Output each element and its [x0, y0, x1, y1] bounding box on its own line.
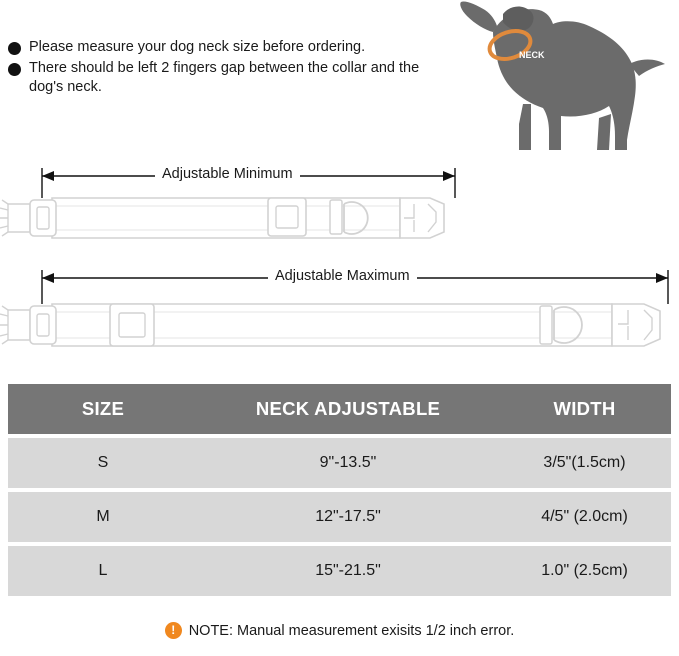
- cell-width: 1.0" (2.5cm): [498, 546, 671, 596]
- instructions-list: [8, 38, 438, 99]
- cell-neck: 9"-13.5": [198, 438, 498, 488]
- instruction-text: Please measure your dog neck size before ordering.: [29, 39, 366, 55]
- neck-label: NECK: [519, 50, 545, 60]
- collar-diagram-minimum: [0, 160, 679, 260]
- dog-silhouette-icon: [431, 0, 671, 160]
- collar-minimum-graphic: [0, 160, 679, 260]
- size-chart-table: [8, 380, 671, 600]
- column-header-width: WIDTH: [498, 384, 671, 434]
- instruction-text: There should be left 2 fingers gap between the collar and the dog's neck.: [29, 60, 420, 95]
- cell-size: M: [8, 492, 198, 542]
- table-row: [8, 546, 671, 596]
- table-row: [8, 492, 671, 542]
- dog-illustration: [431, 0, 671, 160]
- list-item: [8, 38, 438, 57]
- column-header-size: SIZE: [8, 384, 198, 434]
- cell-neck: 15"-21.5": [198, 546, 498, 596]
- cell-width: 4/5" (2.0cm): [498, 492, 671, 542]
- list-item: [8, 59, 438, 97]
- cell-neck: 12"-17.5": [198, 492, 498, 542]
- cell-size: S: [8, 438, 198, 488]
- note-row: [0, 622, 679, 639]
- dimension-label-minimum: Adjustable Minimum: [155, 166, 300, 182]
- cell-width: 3/5"(1.5cm): [498, 438, 671, 488]
- dimension-label-maximum: Adjustable Maximum: [268, 268, 417, 284]
- bullet-dot-icon: [8, 42, 21, 55]
- exclamation-icon: !: [165, 622, 182, 639]
- cell-size: L: [8, 546, 198, 596]
- column-header-neck-adjustable: NECK ADJUSTABLE: [198, 384, 498, 434]
- table-row: [8, 438, 671, 488]
- table-header-row: [8, 384, 671, 434]
- bullet-dot-icon: [8, 63, 21, 76]
- note-text: NOTE: Manual measurement exisits 1/2 inch error.: [188, 622, 515, 639]
- collar-diagram-maximum: [0, 258, 679, 363]
